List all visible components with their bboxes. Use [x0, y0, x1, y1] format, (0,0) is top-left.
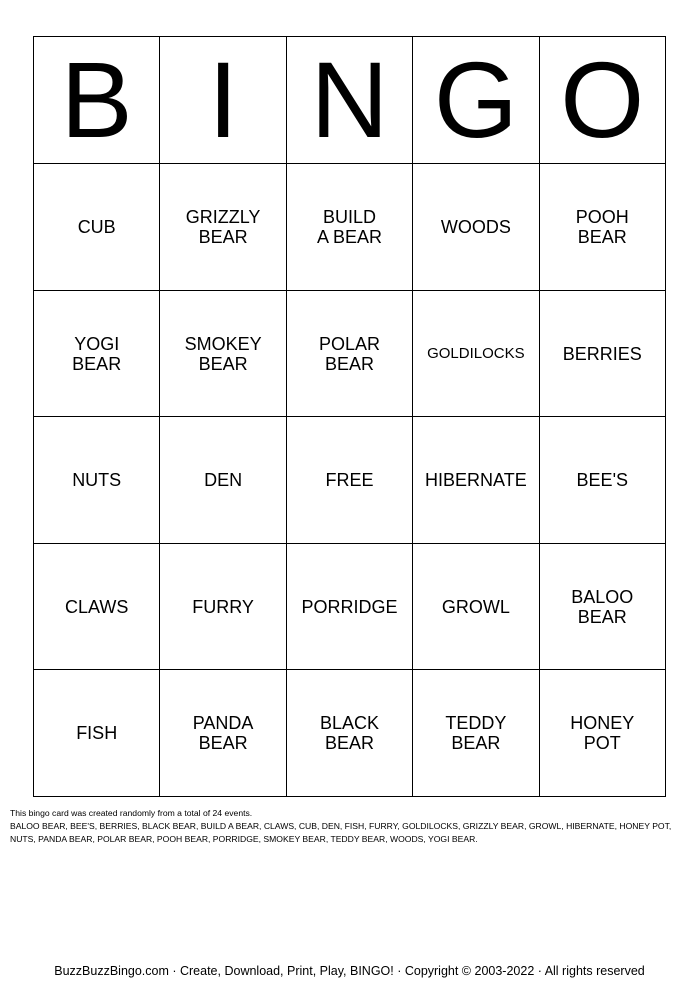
bingo-square — [413, 544, 539, 670]
bingo-square — [539, 417, 665, 544]
bingo-square — [34, 417, 160, 544]
square-label: YOGI BEAR — [72, 333, 122, 374]
header-letter-g: G — [413, 37, 539, 164]
square-label: POLAR BEAR — [318, 333, 380, 374]
bingo-square — [160, 417, 286, 544]
square-label: TEDDY BEAR — [445, 713, 507, 753]
square-label: POOH BEAR — [575, 207, 629, 247]
square-label: CLAWS — [65, 596, 129, 617]
square-label: PANDA BEAR — [192, 713, 254, 753]
square-label: DEN — [204, 470, 243, 490]
events-note — [10, 807, 686, 846]
bingo-square — [413, 164, 539, 291]
bingo-square — [539, 544, 665, 670]
bingo-row — [34, 670, 666, 797]
bingo-square — [286, 670, 412, 797]
bingo-row — [34, 291, 666, 417]
square-label: FISH — [76, 723, 118, 743]
square-label: GROWL — [441, 596, 510, 617]
bingo-row — [34, 164, 666, 291]
bingo-square — [160, 670, 286, 797]
bingo-square — [160, 291, 286, 417]
bingo-square — [286, 164, 412, 291]
square-label: PORRIDGE — [301, 596, 398, 617]
square-label: BUILD A BEAR — [316, 207, 382, 247]
free-square — [286, 417, 412, 544]
footer-copyright: BuzzBuzzBingo.com · Create, Download, Print, Play, BINGO! · Copyright © 2003-2022 · All rights reserved — [54, 964, 645, 978]
header-letter-o: O — [539, 37, 665, 164]
bingo-square — [34, 291, 160, 417]
header-letter-i: I — [160, 37, 286, 164]
bingo-square — [34, 670, 160, 797]
bingo-square — [413, 291, 539, 417]
bingo-header-row — [34, 37, 666, 164]
square-label: SMOKEY BEAR — [184, 333, 262, 374]
square-label: FREE — [325, 470, 374, 490]
bingo-square — [160, 544, 286, 670]
bingo-row — [34, 417, 666, 544]
square-label: BALOO BEAR — [571, 586, 634, 627]
square-label: BERRIES — [562, 343, 642, 364]
square-label: WOODS — [440, 217, 511, 237]
header-letter-b: B — [34, 37, 160, 164]
bingo-square — [539, 670, 665, 797]
square-label: HIBERNATE — [425, 470, 527, 490]
bingo-row — [34, 544, 666, 670]
square-label: NUTS — [72, 470, 122, 490]
bingo-square — [286, 544, 412, 670]
bingo-square — [160, 164, 286, 291]
bingo-square — [539, 164, 665, 291]
bingo-square — [539, 291, 665, 417]
bingo-card — [33, 36, 666, 797]
bingo-square — [286, 291, 412, 417]
square-label: GRIZZLY BEAR — [185, 207, 261, 247]
square-label: GOLDILOCKS — [427, 344, 525, 362]
events-note-list: BALOO BEAR, BEE'S, BERRIES, BLACK BEAR, BUILD A BEAR, CLAWS, CUB, DEN, FISH, FURRY, GOLDILOCKS, GRIZZLY BEAR, GROWL, HIBERNATE, HONEY POT, NUTS, PANDA BEAR, POLAR BEAR, POOH BEAR, PORRIDGE, SMOKEY BEAR, TEDDY BEAR, WOODS, YOGI BEAR. — [10, 821, 672, 844]
square-label: HONEY POT — [570, 713, 635, 753]
events-note-intro: This bingo card was created randomly from a total of 24 events. — [10, 808, 253, 818]
bingo-square — [34, 164, 160, 291]
bingo-square — [413, 670, 539, 797]
square-label: CUB — [77, 217, 116, 237]
square-label: BLACK BEAR — [319, 713, 379, 753]
bingo-square — [34, 544, 160, 670]
bingo-square — [413, 417, 539, 544]
header-letter-n: N — [286, 37, 412, 164]
square-label: FURRY — [192, 596, 254, 617]
square-label: BEE'S — [576, 470, 629, 490]
